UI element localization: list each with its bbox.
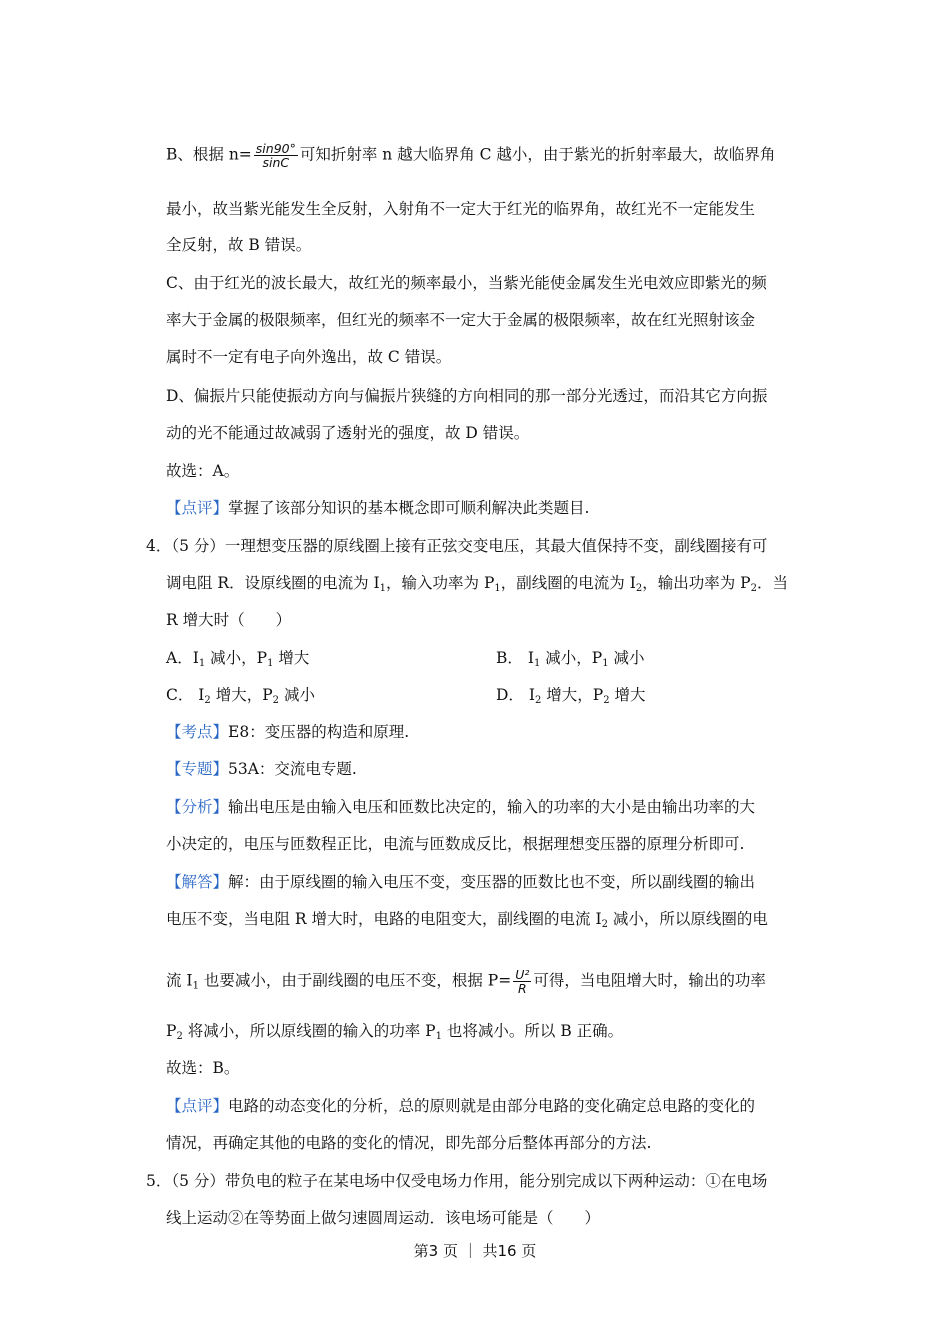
question-4-line2 bbox=[166, 573, 806, 599]
text: 可知折射率 n 越大临界角 C 越小，由于紫光的折射率最大，故临界角 bbox=[299, 145, 776, 164]
text: A．I bbox=[166, 649, 199, 667]
text: ，输出功率为 P bbox=[642, 574, 751, 592]
text: 将减小，所以原线圈的输入的功率 P bbox=[182, 1022, 436, 1040]
option-b-explanation-line2: 最小，故当紫光能发生全反射，入射角不一定大于红光的临界角，故红光不一定能发生 bbox=[166, 200, 756, 218]
text: 减小，P bbox=[540, 649, 603, 667]
text: 减小，所以原线圈的电 bbox=[607, 910, 768, 928]
option-d-explanation-line2: 动的光不能通过故减弱了透射光的强度，故 D 错误。 bbox=[166, 424, 530, 442]
text: 调电阻 R．设原线圈的电流为 I bbox=[166, 574, 380, 592]
option-d-explanation-line1: D、偏振片只能使振动方向与偏振片狭缝的方向相同的那一部分光透过，而沿其它方向振 bbox=[166, 387, 768, 405]
jieda-line2 bbox=[166, 909, 806, 935]
subscript: 1 bbox=[379, 583, 387, 594]
subscript: 1 bbox=[192, 980, 199, 992]
text: P bbox=[166, 1022, 177, 1040]
text: 也将减小。所以 B 正确。 bbox=[441, 1022, 624, 1040]
subscript: 2 bbox=[750, 583, 757, 594]
text: 减小 bbox=[279, 686, 315, 704]
answer-choice-q4: 故选：B。 bbox=[166, 1059, 240, 1077]
subscript: 1 bbox=[602, 658, 609, 669]
fenxi-tag: 【分析】 bbox=[166, 798, 229, 816]
page-footer: 第3 页 ｜ 共16 页 bbox=[413, 1242, 537, 1260]
option-b bbox=[496, 648, 645, 674]
option-c-explanation-line2: 率大于金属的极限频率，但红光的频率不一定大于金属的极限频率，故在红光照射该金 bbox=[166, 311, 756, 329]
formula-fraction bbox=[513, 968, 531, 995]
review-tag: 【点评】 bbox=[166, 1097, 229, 1115]
text: 输出电压是由输入电压和匝数比决定的，输入的功率的大小是由输出功率的大 bbox=[228, 798, 756, 816]
subscript: 2 bbox=[204, 695, 211, 706]
text: 解：由于原线圈的输入电压不变，变压器的匝数比也不变，所以副线圈的输出 bbox=[228, 873, 756, 891]
text: 也要减小，由于副线圈的电压不变，根据 P= bbox=[198, 971, 512, 990]
question-5-line2: 线上运动②在等势面上做匀速圆周运动．该电场可能是（ ） bbox=[166, 1209, 601, 1227]
subscript: 2 bbox=[176, 1031, 183, 1042]
option-c-explanation-line1: C、由于红光的波长最大，故红光的频率最小，当紫光能使金属发生光电效应即紫光的频 bbox=[166, 274, 767, 292]
subscript: 1 bbox=[267, 658, 274, 669]
text: 减小 bbox=[608, 649, 645, 667]
jieda-tag: 【解答】 bbox=[166, 873, 229, 891]
review-text: 掌握了该部分知识的基本概念即可顺利解决此类题目. bbox=[228, 499, 590, 517]
zhuanti-text: 53A：交流电专题. bbox=[228, 760, 357, 778]
fenxi-line2: 小决定的，电压与匝数程正比，电流与匝数成反比，根据理想变压器的原理分析即可. bbox=[166, 835, 745, 853]
question-5-line1: 5．（5 分）带负电的粒子在某电场中仅受电场力作用，能分别完成以下两种运动：①在电场 bbox=[146, 1172, 768, 1190]
option-a bbox=[166, 648, 309, 674]
text: 增大，P bbox=[210, 686, 273, 704]
subscript: 1 bbox=[198, 658, 206, 669]
text: 电压不变，当电阻 R 增大时，电路的电阻变大，副线圈的电流 I bbox=[166, 910, 602, 928]
text: ，副线圈的电流为 I bbox=[500, 574, 636, 592]
review-q4-line2: 情况，再确定其他的电路的变化的情况，即先部分后整体再部分的方法. bbox=[166, 1134, 652, 1152]
subscript: 2 bbox=[603, 695, 610, 706]
jieda-line1 bbox=[166, 872, 806, 892]
formula-fraction bbox=[254, 142, 298, 169]
text: B、根据 n= bbox=[166, 145, 252, 164]
text: ．当 bbox=[756, 574, 788, 592]
subscript: 1 bbox=[533, 658, 541, 669]
text: 流 I bbox=[166, 971, 193, 990]
kaodian-tag: 【考点】 bbox=[166, 723, 229, 741]
review-q4-line1 bbox=[166, 1096, 806, 1116]
review-q3 bbox=[166, 498, 806, 518]
text: C． I bbox=[166, 686, 205, 704]
text: 电路的动态变化的分析，总的原则就是由部分电路的变化确定总电路的变化的 bbox=[228, 1097, 756, 1115]
jieda-line4 bbox=[166, 1021, 806, 1047]
text: B． I bbox=[496, 649, 534, 667]
text: 可得，当电阻增大时，输出的功率 bbox=[533, 971, 766, 990]
fraction-denominator: sinC bbox=[262, 155, 290, 170]
option-c bbox=[166, 685, 315, 711]
text: 增大 bbox=[609, 686, 646, 704]
option-c-explanation-line3: 属时不一定有电子向外逸出，故 C 错误。 bbox=[166, 348, 452, 366]
subscript: 1 bbox=[494, 583, 501, 594]
option-b-explanation-line3: 全反射，故 B 错误。 bbox=[166, 236, 312, 254]
subscript: 2 bbox=[601, 919, 608, 930]
jieda-line3 bbox=[166, 968, 806, 997]
fraction-denominator: R bbox=[517, 981, 527, 996]
kaodian-text: E8：变压器的构造和原理. bbox=[228, 723, 410, 741]
question-4-line1: 4．（5 分）一理想变压器的原线圈上接有正弦交变电压，其最大值保持不变，副线圈接有可 bbox=[146, 537, 768, 555]
answer-choice-q3: 故选：A。 bbox=[166, 462, 240, 480]
text: D． I bbox=[496, 686, 535, 704]
text: 减小，P bbox=[205, 649, 268, 667]
fenxi-line1 bbox=[166, 797, 806, 817]
fraction-numerator: U² bbox=[515, 967, 530, 982]
text: ，输入功率为 P bbox=[386, 574, 495, 592]
subscript: 1 bbox=[435, 1031, 442, 1042]
subscript: 2 bbox=[635, 583, 643, 594]
option-b-explanation-line1 bbox=[166, 142, 806, 169]
zhuanti-section bbox=[166, 759, 806, 779]
fraction-numerator: sin90° bbox=[255, 141, 296, 156]
question-4-line3: R 增大时（ ） bbox=[166, 611, 292, 629]
zhuanti-tag: 【专题】 bbox=[166, 760, 229, 778]
review-tag: 【点评】 bbox=[166, 499, 229, 517]
subscript: 2 bbox=[272, 695, 280, 706]
kaodian-section bbox=[166, 722, 806, 742]
subscript: 2 bbox=[534, 695, 542, 706]
text: 增大，P bbox=[541, 686, 604, 704]
text: 增大 bbox=[273, 649, 310, 667]
option-d bbox=[496, 685, 646, 711]
